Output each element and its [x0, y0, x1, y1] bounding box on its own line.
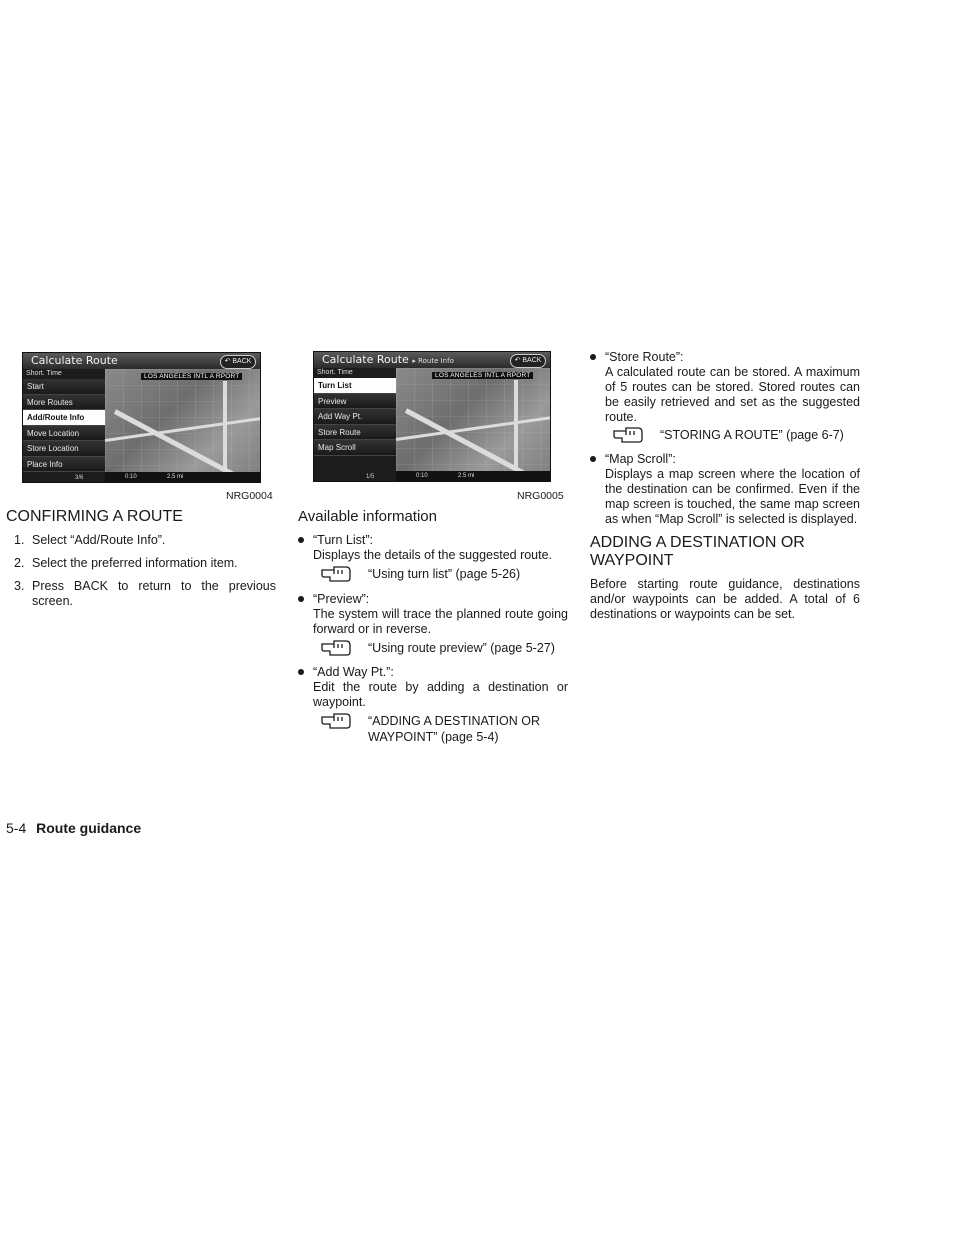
- menu-item-store-route: Store Route: [314, 425, 396, 441]
- figure-label-2: NRG0005: [517, 490, 564, 502]
- reference-store-route: “STORING A ROUTE” (page 6-7): [612, 427, 860, 443]
- reference-add-way-pt: “ADDING A DESTINATION OR WAYPOINT” (page 5-4): [320, 713, 560, 745]
- pointing-hand-icon: [320, 712, 352, 730]
- page-indicator: 1/5: [366, 474, 375, 480]
- page-number: 5-4: [6, 820, 27, 836]
- menu-item-add-route-info: Add/Route Info: [23, 410, 105, 426]
- bullet-map-scroll: “Map Scroll”: Displays a map screen where the location of the destination can be confirmed. Even if the map screen is touched, the same map screen as when “Map Scroll” is selected is displayed.: [590, 452, 860, 527]
- eta: 0:10: [125, 474, 137, 480]
- route-status-bar: [105, 472, 260, 482]
- menu-item-store-location: Store Location: [23, 441, 105, 457]
- menu-item-start: Start: [23, 379, 105, 395]
- menu-header: Short. Time: [26, 370, 62, 377]
- adding-destination-heading: ADDING A DESTINATION OR WAYPOINT: [590, 534, 805, 569]
- street-label: LOS ANGELES INTL A RPORT: [432, 372, 533, 379]
- screen-title: Calculate Route: [23, 353, 260, 369]
- distance: 2.5 mi: [167, 474, 184, 480]
- reference-turn-list: “Using turn list” (page 5-26): [320, 566, 568, 582]
- eta: 0:10: [416, 473, 428, 479]
- menu-item-turn-list: Turn List: [314, 378, 396, 394]
- menu-header: Short. Time: [317, 369, 353, 376]
- back-button: ↶ BACK: [510, 354, 546, 368]
- confirming-route-heading: CONFIRMING A ROUTE: [6, 508, 183, 525]
- route-status-bar: [396, 471, 550, 481]
- nav-screen-figure-1: [22, 352, 261, 483]
- bullet-preview: “Preview”: The system will trace the planned route going forward or in reverse.: [298, 592, 568, 637]
- step-item: 1. Select “Add/Route Info”.: [14, 533, 166, 547]
- adding-destination-text: Before starting route guidance, destinations and/or waypoints can be added. A total of 6 destinations or waypoints can be set.: [590, 577, 860, 621]
- screen-title: Calculate Route ▸ Route Info: [314, 352, 550, 368]
- nav-screen-figure-2: [313, 351, 551, 482]
- map-view: [105, 369, 260, 482]
- bullet-store-route: “Store Route”: A calculated route can be stored. A maximum of 5 routes can be stored. Stored routes can be easily retrieved and set as the suggested route.: [590, 350, 860, 425]
- pointing-hand-icon: [320, 639, 352, 657]
- page-indicator: 3/6: [75, 475, 84, 481]
- confirming-steps: [6, 533, 276, 617]
- menu-item-map-scroll: Map Scroll: [314, 440, 396, 456]
- figure-label-1: NRG0004: [226, 490, 273, 502]
- page-footer: [6, 820, 141, 836]
- route-info-menu: [314, 368, 396, 481]
- distance: 2.5 mi: [458, 473, 475, 479]
- route-menu: [23, 369, 105, 482]
- step-item: 2. Select the preferred information item.: [14, 556, 238, 570]
- pointing-hand-icon: [612, 426, 644, 444]
- back-button: ↶ BACK: [220, 355, 256, 369]
- bullet-add-way-pt: “Add Way Pt.”: Edit the route by adding a destination or waypoint.: [298, 665, 568, 710]
- menu-item-add-way-pt: Add Way Pt.: [314, 409, 396, 425]
- street-label: LOS ANGELES INTL A RPORT: [141, 373, 242, 380]
- bullet-turn-list: “Turn List”: Displays the details of the suggested route.: [298, 533, 568, 563]
- reference-preview: “Using route preview” (page 5-27): [320, 640, 568, 656]
- menu-item-preview: Preview: [314, 394, 396, 410]
- menu-item-more-routes: More Routes: [23, 395, 105, 411]
- menu-item-move-location: Move Location: [23, 426, 105, 442]
- available-info-heading: Available information: [298, 508, 437, 525]
- map-view: [396, 368, 550, 481]
- pointing-hand-icon: [320, 565, 352, 583]
- menu-item-place-info: Place Info: [23, 457, 105, 473]
- section-title: Route guidance: [36, 820, 142, 836]
- step-item: 3. Press BACK to return to the previous screen.: [14, 579, 276, 608]
